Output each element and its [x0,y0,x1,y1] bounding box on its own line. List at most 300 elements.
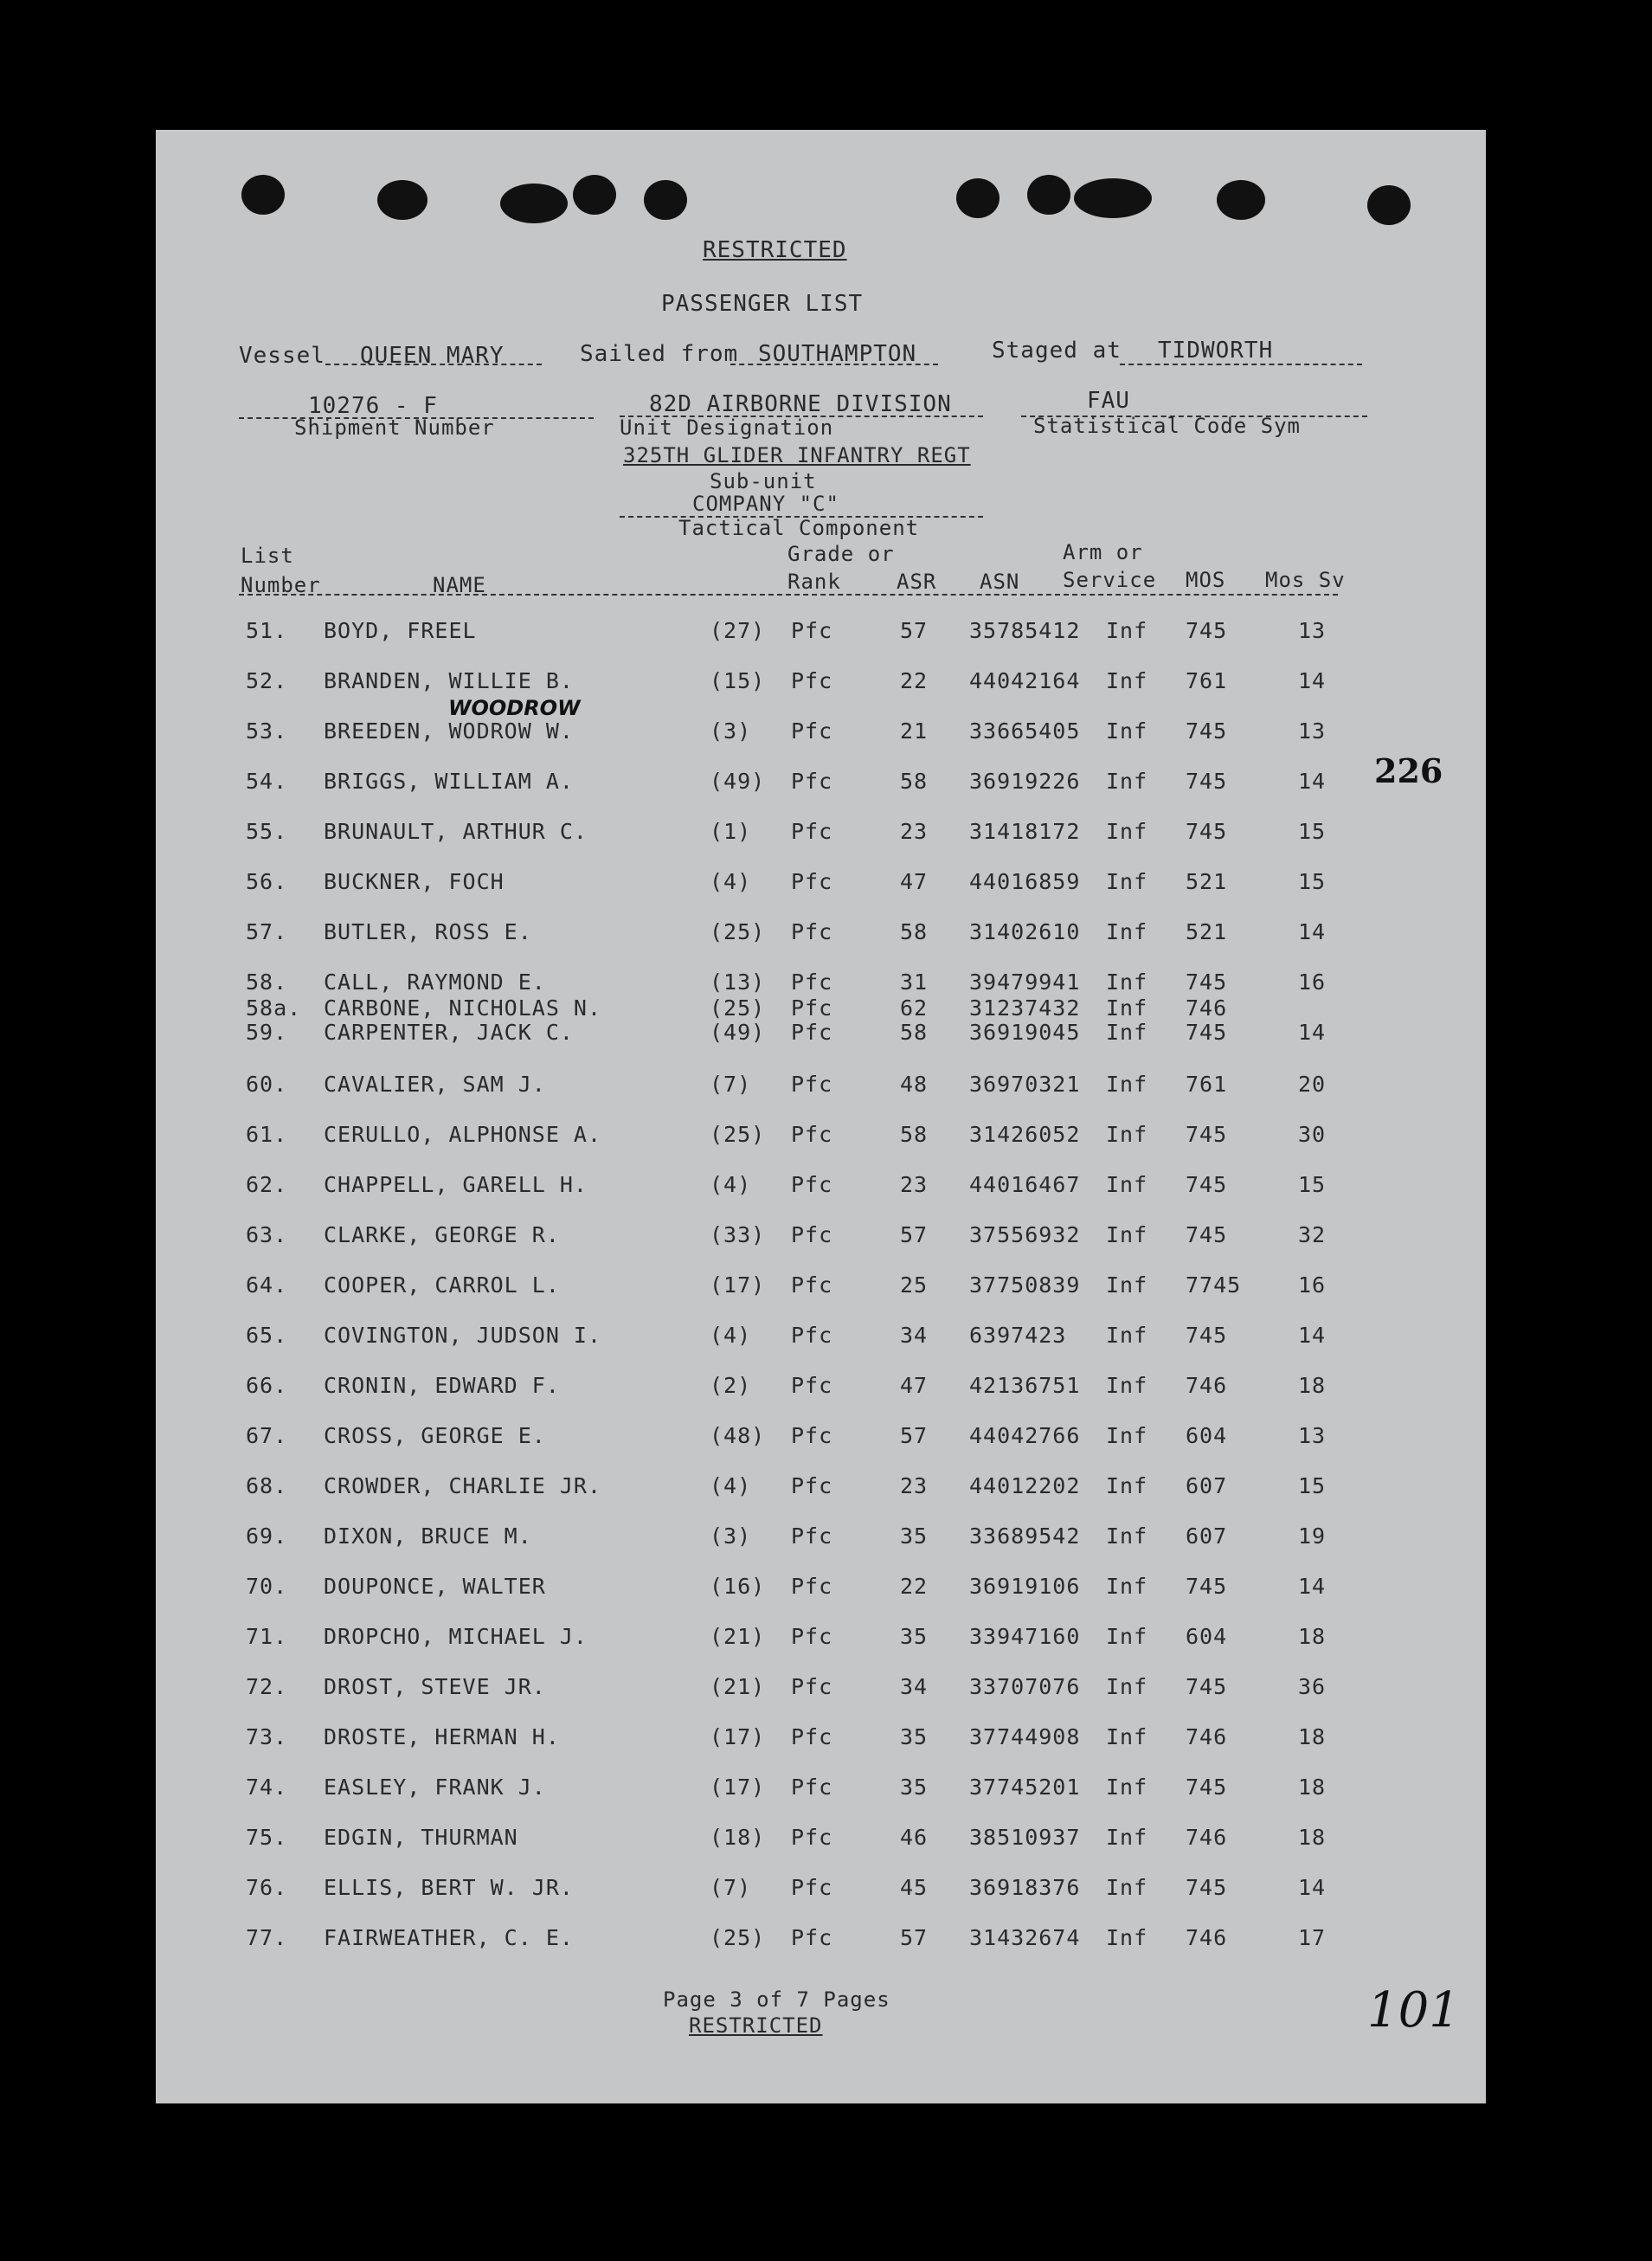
cell-rank: Pfc [791,1775,833,1800]
cell-list-number: 66. [246,1373,288,1398]
cell-name: BUTLER, ROSS E. [324,919,532,944]
cell-asn: 36919226 [969,769,1081,794]
cell-mos-sv: 15 [1298,819,1327,844]
cell-group-code: (17) [710,1272,766,1298]
cell-asr-score: 46 [900,1825,929,1850]
cell-rank: Pfc [791,995,833,1021]
cell-asr-score: 35 [900,1523,929,1549]
cell-mos-sv: 17 [1298,1925,1327,1950]
cell-mos: 761 [1186,668,1228,693]
sub-unit-value: 325TH GLIDER INFANTRY REGT [623,443,971,467]
cell-asr-score: 34 [900,1674,929,1699]
table-row [156,1825,1486,1859]
cell-asn: 36919045 [969,1020,1081,1045]
cell-arm-service: Inf [1106,1423,1148,1448]
cell-group-code: (4) [710,1473,752,1498]
cell-arm-service: Inf [1106,819,1148,844]
col-header-asn: ASN [980,570,1020,594]
tactical-component-label: Tactical Component [678,516,920,540]
cell-mos-sv: 18 [1298,1724,1327,1749]
sailed-from-label: Sailed from [580,341,739,367]
cell-mos-sv: 16 [1298,1272,1327,1298]
cell-rank: Pfc [791,718,833,744]
cell-group-code: (27) [710,618,766,643]
cell-arm-service: Inf [1106,769,1148,794]
cell-name: CHAPPELL, GARELL H. [324,1172,588,1197]
cell-list-number: 74. [246,1775,288,1800]
cell-group-code: (4) [710,869,752,894]
cell-arm-service: Inf [1106,618,1148,643]
cell-name: CROSS, GEORGE E. [324,1423,546,1448]
cell-asr-score: 57 [900,1222,929,1247]
cell-arm-service: Inf [1106,668,1148,693]
cell-rank: Pfc [791,1473,833,1498]
cell-asr-score: 34 [900,1323,929,1348]
cell-asr-score: 47 [900,1373,929,1398]
cell-mos-sv: 13 [1298,718,1327,744]
staged-at-line [1120,364,1362,365]
cell-mos-sv: 14 [1298,1574,1327,1599]
cell-asr-score: 58 [900,919,929,944]
table-row [156,1875,1486,1910]
staged-at-label: Staged at [992,338,1122,364]
cell-rank: Pfc [791,618,833,643]
cell-arm-service: Inf [1106,1020,1148,1045]
cell-group-code: (17) [710,1775,766,1800]
col-header-arm: Arm or [1063,540,1143,564]
cell-asr-score: 48 [900,1072,929,1097]
cell-name: BRIGGS, WILLIAM A. [324,769,574,794]
cell-list-number: 73. [246,1724,288,1749]
cell-asn: 33665405 [969,718,1081,744]
cell-group-code: (18) [710,1825,766,1850]
cell-asn: 37744908 [969,1724,1081,1749]
cell-mos: 521 [1186,919,1228,944]
cell-mos: 7745 [1186,1272,1242,1298]
cell-list-number: 67. [246,1423,288,1448]
cell-arm-service: Inf [1106,1674,1148,1699]
cell-asr-score: 31 [900,969,929,995]
punch-hole [573,175,616,215]
cell-rank: Pfc [791,1825,833,1850]
cell-list-number: 60. [246,1072,288,1097]
cell-group-code: (1) [710,819,752,844]
cell-asn: 44016467 [969,1172,1081,1197]
cell-rank: Pfc [791,769,833,794]
cell-asn: 44016859 [969,869,1081,894]
cell-asn: 39479941 [969,969,1081,995]
statistical-code-label: Statistical Code Sym [1033,414,1301,438]
punch-hole [644,180,687,220]
stamp-number: 226 [1374,751,1443,790]
cell-rank: Pfc [791,1072,833,1097]
cell-mos-sv: 20 [1298,1072,1327,1097]
cell-list-number: 70. [246,1574,288,1599]
cell-rank: Pfc [791,1624,833,1649]
cell-mos: 745 [1186,1574,1228,1599]
cell-asn: 36919106 [969,1574,1081,1599]
cell-name: BRANDEN, WILLIE B. [324,668,574,693]
cell-arm-service: Inf [1106,1925,1148,1950]
cell-name: DIXON, BRUCE M. [324,1523,532,1549]
cell-asn: 44042766 [969,1423,1081,1448]
restricted-heading: RESTRICTED [703,237,847,263]
cell-name: CARPENTER, JACK C. [324,1020,574,1045]
cell-mos: 745 [1186,1323,1228,1348]
cell-list-number: 69. [246,1523,288,1549]
cell-list-number: 53. [246,718,288,744]
cell-asr-score: 57 [900,1925,929,1950]
cell-asn: 37750839 [969,1272,1081,1298]
cell-arm-service: Inf [1106,1724,1148,1749]
cell-list-number: 51. [246,618,288,643]
cell-mos-sv: 14 [1298,668,1327,693]
cell-asn: 37556932 [969,1222,1081,1247]
cell-mos: 607 [1186,1523,1228,1549]
cell-rank: Pfc [791,1020,833,1045]
cell-mos-sv: 14 [1298,919,1327,944]
cell-rank: Pfc [791,819,833,844]
cell-list-number: 77. [246,1925,288,1950]
cell-rank: Pfc [791,969,833,995]
cell-name: COVINGTON, JUDSON I. [324,1323,602,1348]
cell-asn: 38510937 [969,1825,1081,1850]
cell-name: FAIRWEATHER, C. E. [324,1925,574,1950]
cell-asn: 31418172 [969,819,1081,844]
punch-hole [377,180,427,220]
handwritten-correction: WOODROW [448,696,581,720]
cell-asn: 44042164 [969,668,1081,693]
cell-asr-score: 22 [900,668,929,693]
cell-list-number: 59. [246,1020,288,1045]
table-row [156,668,1486,703]
cell-asn: 33707076 [969,1674,1081,1699]
cell-asr-score: 35 [900,1724,929,1749]
cell-asn: 44012202 [969,1473,1081,1498]
cell-asr-score: 21 [900,718,929,744]
cell-rank: Pfc [791,1172,833,1197]
cell-group-code: (13) [710,969,766,995]
table-row [156,1674,1486,1709]
cell-asr-score: 23 [900,819,929,844]
cell-asr-score: 23 [900,1473,929,1498]
cell-name: CAVALIER, SAM J. [324,1072,546,1097]
cell-asr-score: 25 [900,1272,929,1298]
cell-arm-service: Inf [1106,1373,1148,1398]
cell-rank: Pfc [791,1674,833,1699]
cell-mos: 746 [1186,1724,1228,1749]
cell-asr-score: 57 [900,618,929,643]
cell-list-number: 58a. [246,995,302,1021]
cell-mos-sv: 30 [1298,1122,1327,1147]
cell-asn: 6397423 [969,1323,1067,1348]
cell-mos-sv: 15 [1298,1172,1327,1197]
shipment-number-value: 10276 - F [308,393,438,419]
cell-asr-score: 57 [900,1423,929,1448]
col-header-mos: MOS [1186,568,1226,592]
cell-rank: Pfc [791,869,833,894]
document-page [156,130,1486,2103]
table-row [156,1724,1486,1759]
cell-mos-sv: 14 [1298,1875,1327,1900]
cell-group-code: (21) [710,1624,766,1649]
cell-arm-service: Inf [1106,869,1148,894]
cell-arm-service: Inf [1106,1272,1148,1298]
cell-asn: 31402610 [969,919,1081,944]
cell-mos: 745 [1186,1172,1228,1197]
cell-mos: 745 [1186,1875,1228,1900]
table-row [156,1523,1486,1558]
cell-name: EDGIN, THURMAN [324,1825,518,1850]
cell-asr-score: 35 [900,1775,929,1800]
cell-arm-service: Inf [1106,1875,1148,1900]
punch-hole [241,175,285,215]
cell-arm-service: Inf [1106,1323,1148,1348]
cell-asr-score: 58 [900,769,929,794]
cell-mos-sv: 14 [1298,1323,1327,1348]
cell-list-number: 58. [246,969,288,995]
cell-mos: 745 [1186,1020,1228,1045]
cell-name: BREEDEN, WODROW W. [324,718,574,744]
cell-rank: Pfc [791,1574,833,1599]
col-header-mos-sv: Mos Sv [1265,568,1346,592]
cell-arm-service: Inf [1106,995,1148,1021]
cell-mos-sv: 18 [1298,1373,1327,1398]
table-row [156,869,1486,904]
cell-list-number: 72. [246,1674,288,1699]
cell-group-code: (4) [710,1172,752,1197]
cell-asr-score: 62 [900,995,929,1021]
cell-mos: 745 [1186,1674,1228,1699]
cell-group-code: (25) [710,1122,766,1147]
cell-mos-sv: 14 [1298,769,1327,794]
col-header-list: List [241,544,294,568]
punch-hole [500,184,568,223]
cell-group-code: (25) [710,1925,766,1950]
table-row [156,1122,1486,1156]
cell-asn: 36970321 [969,1072,1081,1097]
cell-rank: Pfc [791,1323,833,1348]
cell-list-number: 75. [246,1825,288,1850]
cell-group-code: (15) [710,668,766,693]
cell-list-number: 63. [246,1222,288,1247]
cell-group-code: (7) [710,1072,752,1097]
table-row [156,1222,1486,1257]
cell-list-number: 52. [246,668,288,693]
cell-group-code: (33) [710,1222,766,1247]
cell-name: DROPCHO, MICHAEL J. [324,1624,588,1649]
vessel-value: QUEEN MARY [360,343,505,369]
cell-arm-service: Inf [1106,1072,1148,1097]
cell-group-code: (3) [710,718,752,744]
cell-arm-service: Inf [1106,1473,1148,1498]
cell-group-code: (7) [710,1875,752,1900]
cell-mos: 521 [1186,869,1228,894]
cell-name: BOYD, FREEL [324,618,477,643]
cell-mos-sv: 16 [1298,969,1327,995]
col-header-service: Service [1063,568,1157,592]
cell-name: EASLEY, FRANK J. [324,1775,546,1800]
cell-arm-service: Inf [1106,1775,1148,1800]
cell-arm-service: Inf [1106,1172,1148,1197]
cell-rank: Pfc [791,1122,833,1147]
cell-rank: Pfc [791,1373,833,1398]
col-header-name: NAME [433,573,486,597]
cell-mos-sv: 18 [1298,1825,1327,1850]
cell-list-number: 68. [246,1473,288,1498]
cell-mos: 604 [1186,1423,1228,1448]
cell-mos: 745 [1186,1122,1228,1147]
header-rule [239,594,1338,596]
cell-name: CERULLO, ALPHONSE A. [324,1122,602,1147]
cell-arm-service: Inf [1106,1122,1148,1147]
vessel-label: Vessel [239,343,325,369]
cell-name: CARBONE, NICHOLAS N. [324,995,602,1021]
punch-hole [1367,185,1411,225]
table-row [156,1272,1486,1307]
cell-mos-sv: 15 [1298,1473,1327,1498]
col-header-asr: ASR [897,570,937,594]
statistical-code-value: FAU [1087,388,1130,414]
cell-asn: 33689542 [969,1523,1081,1549]
table-row [156,1775,1486,1809]
table-row [156,1323,1486,1357]
cell-asn: 31426052 [969,1122,1081,1147]
cell-asn: 31432674 [969,1925,1081,1950]
cell-arm-service: Inf [1106,1825,1148,1850]
cell-group-code: (25) [710,919,766,944]
cell-mos-sv: 15 [1298,869,1327,894]
table-row [156,1925,1486,1960]
cell-name: DROST, STEVE JR. [324,1674,546,1699]
cell-name: COOPER, CARROL L. [324,1272,560,1298]
tactical-component-value: COMPANY "C" [692,492,839,516]
cell-rank: Pfc [791,1724,833,1749]
cell-arm-service: Inf [1106,1222,1148,1247]
passenger-list-title: PASSENGER LIST [661,291,864,317]
unit-designation-label: Unit Designation [620,415,834,440]
cell-mos: 745 [1186,769,1228,794]
cell-list-number: 61. [246,1122,288,1147]
cell-arm-service: Inf [1106,969,1148,995]
cell-mos-sv: 36 [1298,1674,1327,1699]
cell-asn: 33947160 [969,1624,1081,1649]
cell-mos: 746 [1186,1825,1228,1850]
cell-rank: Pfc [791,1523,833,1549]
cell-list-number: 56. [246,869,288,894]
sub-unit-label: Sub-unit [710,469,817,493]
table-row [156,1624,1486,1659]
cell-group-code: (17) [710,1724,766,1749]
cell-arm-service: Inf [1106,919,1148,944]
cell-group-code: (4) [710,1323,752,1348]
cell-rank: Pfc [791,1222,833,1247]
cell-asr-score: 45 [900,1875,929,1900]
cell-mos-sv: 13 [1298,1423,1327,1448]
restricted-footer: RESTRICTED [689,2013,823,2038]
cell-mos: 745 [1186,618,1228,643]
page-count: Page 3 of 7 Pages [663,1987,890,2012]
cell-mos: 746 [1186,1925,1228,1950]
cell-list-number: 71. [246,1624,288,1649]
col-header-grade: Grade or [787,542,895,566]
table-row [156,1423,1486,1458]
cell-mos-sv: 18 [1298,1624,1327,1649]
cell-asn: 37745201 [969,1775,1081,1800]
cell-rank: Pfc [791,1925,833,1950]
cell-rank: Pfc [791,1272,833,1298]
cell-mos: 604 [1186,1624,1228,1649]
cell-group-code: (21) [710,1674,766,1699]
cell-name: CLARKE, GEORGE R. [324,1222,560,1247]
table-row [156,1473,1486,1508]
cell-mos: 746 [1186,995,1228,1021]
cell-group-code: (16) [710,1574,766,1599]
table-row [156,769,1486,803]
cell-name: CROWDER, CHARLIE JR. [324,1473,602,1498]
cell-mos: 761 [1186,1072,1228,1097]
cell-arm-service: Inf [1106,1624,1148,1649]
cell-group-code: (25) [710,995,766,1021]
table-row [156,1574,1486,1608]
sailed-from-value: SOUTHAMPTON [758,341,917,367]
cell-asr-score: 35 [900,1624,929,1649]
cell-name: CALL, RAYMOND E. [324,969,546,995]
cell-arm-service: Inf [1106,718,1148,744]
cell-mos: 745 [1186,718,1228,744]
table-row [156,618,1486,653]
cell-name: BRUNAULT, ARTHUR C. [324,819,588,844]
cell-rank: Pfc [791,1875,833,1900]
shipment-number-label: Shipment Number [294,415,495,440]
unit-designation-value: 82D AIRBORNE DIVISION [649,391,952,417]
cell-list-number: 57. [246,919,288,944]
col-header-rank: Rank [787,570,841,594]
cell-mos: 745 [1186,1222,1228,1247]
cell-list-number: 76. [246,1875,288,1900]
cell-mos-sv: 13 [1298,618,1327,643]
table-row [156,919,1486,954]
cell-group-code: (2) [710,1373,752,1398]
table-row [156,1172,1486,1207]
table-row [156,1072,1486,1106]
cell-rank: Pfc [791,1423,833,1448]
cell-list-number: 62. [246,1172,288,1197]
table-row [156,1020,1486,1054]
cell-mos-sv: 19 [1298,1523,1327,1549]
cell-rank: Pfc [791,919,833,944]
cell-asn: 42136751 [969,1373,1081,1398]
cell-name: ELLIS, BERT W. JR. [324,1875,574,1900]
cell-asn: 31237432 [969,995,1081,1021]
cell-mos-sv: 18 [1298,1775,1327,1800]
cell-name: DROSTE, HERMAN H. [324,1724,560,1749]
cell-asr-score: 47 [900,869,929,894]
table-row [156,718,1486,753]
cell-list-number: 54. [246,769,288,794]
cell-asr-score: 58 [900,1020,929,1045]
cell-asr-score: 22 [900,1574,929,1599]
cell-asn: 36918376 [969,1875,1081,1900]
cell-name: CRONIN, EDWARD F. [324,1373,560,1398]
cell-list-number: 64. [246,1272,288,1298]
cell-group-code: (49) [710,769,766,794]
table-row [156,819,1486,854]
cell-rank: Pfc [791,668,833,693]
staged-at-value: TIDWORTH [1158,338,1274,364]
cell-asr-score: 58 [900,1122,929,1147]
handwritten-page-number: 101 [1367,1982,1460,2039]
